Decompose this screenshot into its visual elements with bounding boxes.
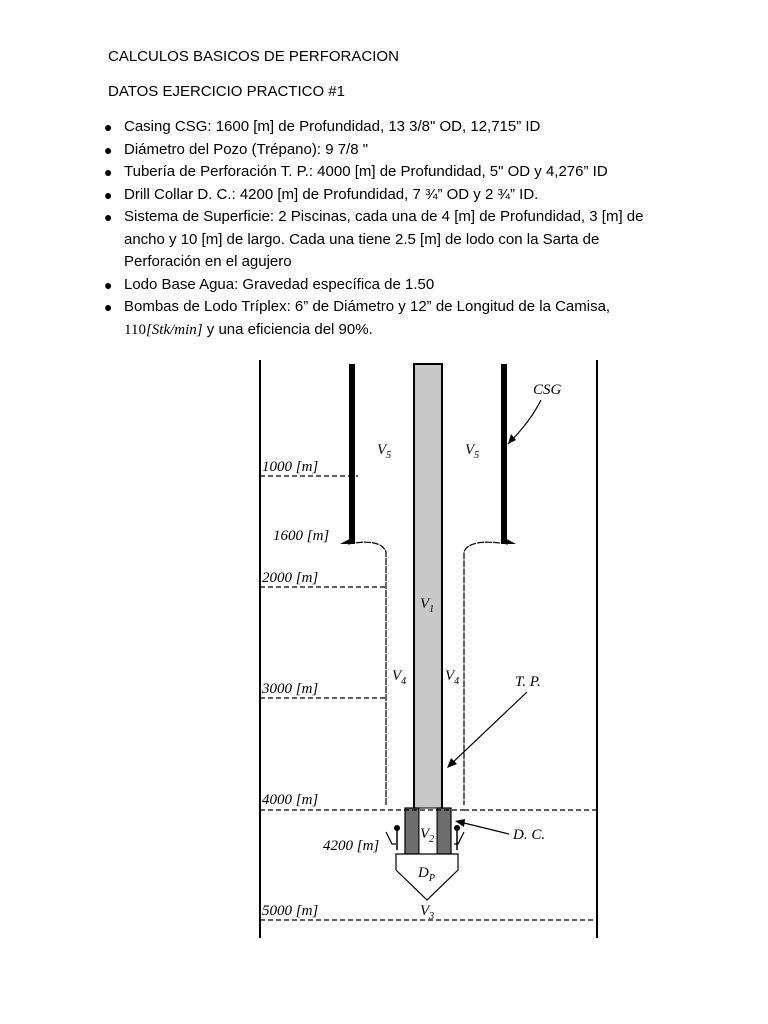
dc-arrow xyxy=(460,822,509,834)
depth-label-4200: 4200 [m] xyxy=(323,838,380,854)
volume-label-v3: $V_3$ xyxy=(420,903,435,922)
tp-arrow xyxy=(449,692,527,766)
bullet-icon: ● xyxy=(104,164,113,180)
list-item: ● Diámetro del Pozo (Trépano): 9 7/8 " xyxy=(100,139,660,162)
volume-label-v2: $V_2$ xyxy=(420,826,435,845)
volume-label-v4-right: $V_4$ xyxy=(445,668,460,687)
list-item: ● Bombas de Lodo Tríplex: 6” de Diámetro y 12” de Longitud de la Camisa, 110[Stk/min] y una eficiencia del 90%. xyxy=(104,298,611,338)
open-hole-right xyxy=(464,542,508,805)
data-list xyxy=(100,116,660,341)
depth-label-3000: 3000 [m] xyxy=(262,681,319,697)
list-item: ● Lodo Base Agua: Gravedad específica de 1.50 xyxy=(100,274,660,297)
pump-rate-unit: [Stk/min] xyxy=(145,321,203,338)
bullet-icon: ● xyxy=(104,141,113,158)
drill-pipe-tp xyxy=(414,364,442,810)
well-diagram xyxy=(255,360,600,938)
list-item: ● Sistema de Superficie: 2 Piscinas, cada una de 4 [m] de Profundidad, 3 [m] de ancho y 10 [m] de largo. Cada una tiene 2.5 [m] de lodo con la Sarta de Perforación en el agujero xyxy=(104,208,644,270)
bit-diameter-label: $D_P$ xyxy=(418,865,435,884)
dc-label: D. C. xyxy=(513,827,546,843)
depth-label-1600: 1600 [m] xyxy=(273,528,330,544)
depth-label-2000: 2000 [m] xyxy=(262,570,319,586)
depth-label-4000: 4000 [m] xyxy=(262,792,319,808)
drill-collar-left xyxy=(405,808,419,854)
pump-efficiency-text: y una eficiencia del 90%. xyxy=(202,320,373,338)
bullet-icon: ● xyxy=(104,186,113,203)
document-subtitle: DATOS EJERCICIO PRACTICO #1 xyxy=(108,83,345,100)
bullet-icon: ● xyxy=(104,299,113,315)
volume-label-v4-left: $V_4$ xyxy=(392,668,407,687)
tp-label: T. P. xyxy=(515,674,541,690)
csg-label: CSG xyxy=(533,382,562,398)
bullet-icon: ● xyxy=(104,276,113,293)
bullet-icon: ● xyxy=(104,119,113,135)
volume-label-v1: $V_1$ xyxy=(420,596,435,615)
hole-bottom-left xyxy=(386,832,396,844)
csg-arrowhead xyxy=(508,434,516,444)
hole-bottom-right xyxy=(454,832,464,844)
drill-collar-right xyxy=(437,808,451,854)
volume-label-v5-left: $V_5$ xyxy=(377,442,392,461)
volume-label-v5-right: $V_5$ xyxy=(465,442,480,461)
depth-label-5000: 5000 [m] xyxy=(262,903,319,919)
list-item: ● Tubería de Perforación T. P.: 4000 [m] de Profundidad, 5" OD y 4,276” ID xyxy=(100,161,660,184)
document-title: CALCULOS BASICOS DE PERFORACION xyxy=(108,48,399,65)
list-item: ● Casing CSG: 1600 [m] de Profundidad, 13 3/8" OD, 12,715” ID xyxy=(100,116,660,139)
list-item: ● Drill Collar D. C.: 4200 [m] de Profundidad, 7 ¾” OD y 2 ¾” ID. xyxy=(100,184,660,207)
depth-label-1000: 1000 [m] xyxy=(262,459,319,475)
bullet-icon: ● xyxy=(104,209,113,225)
open-hole-left xyxy=(348,542,386,805)
pump-rate-value: 110 xyxy=(124,321,146,338)
